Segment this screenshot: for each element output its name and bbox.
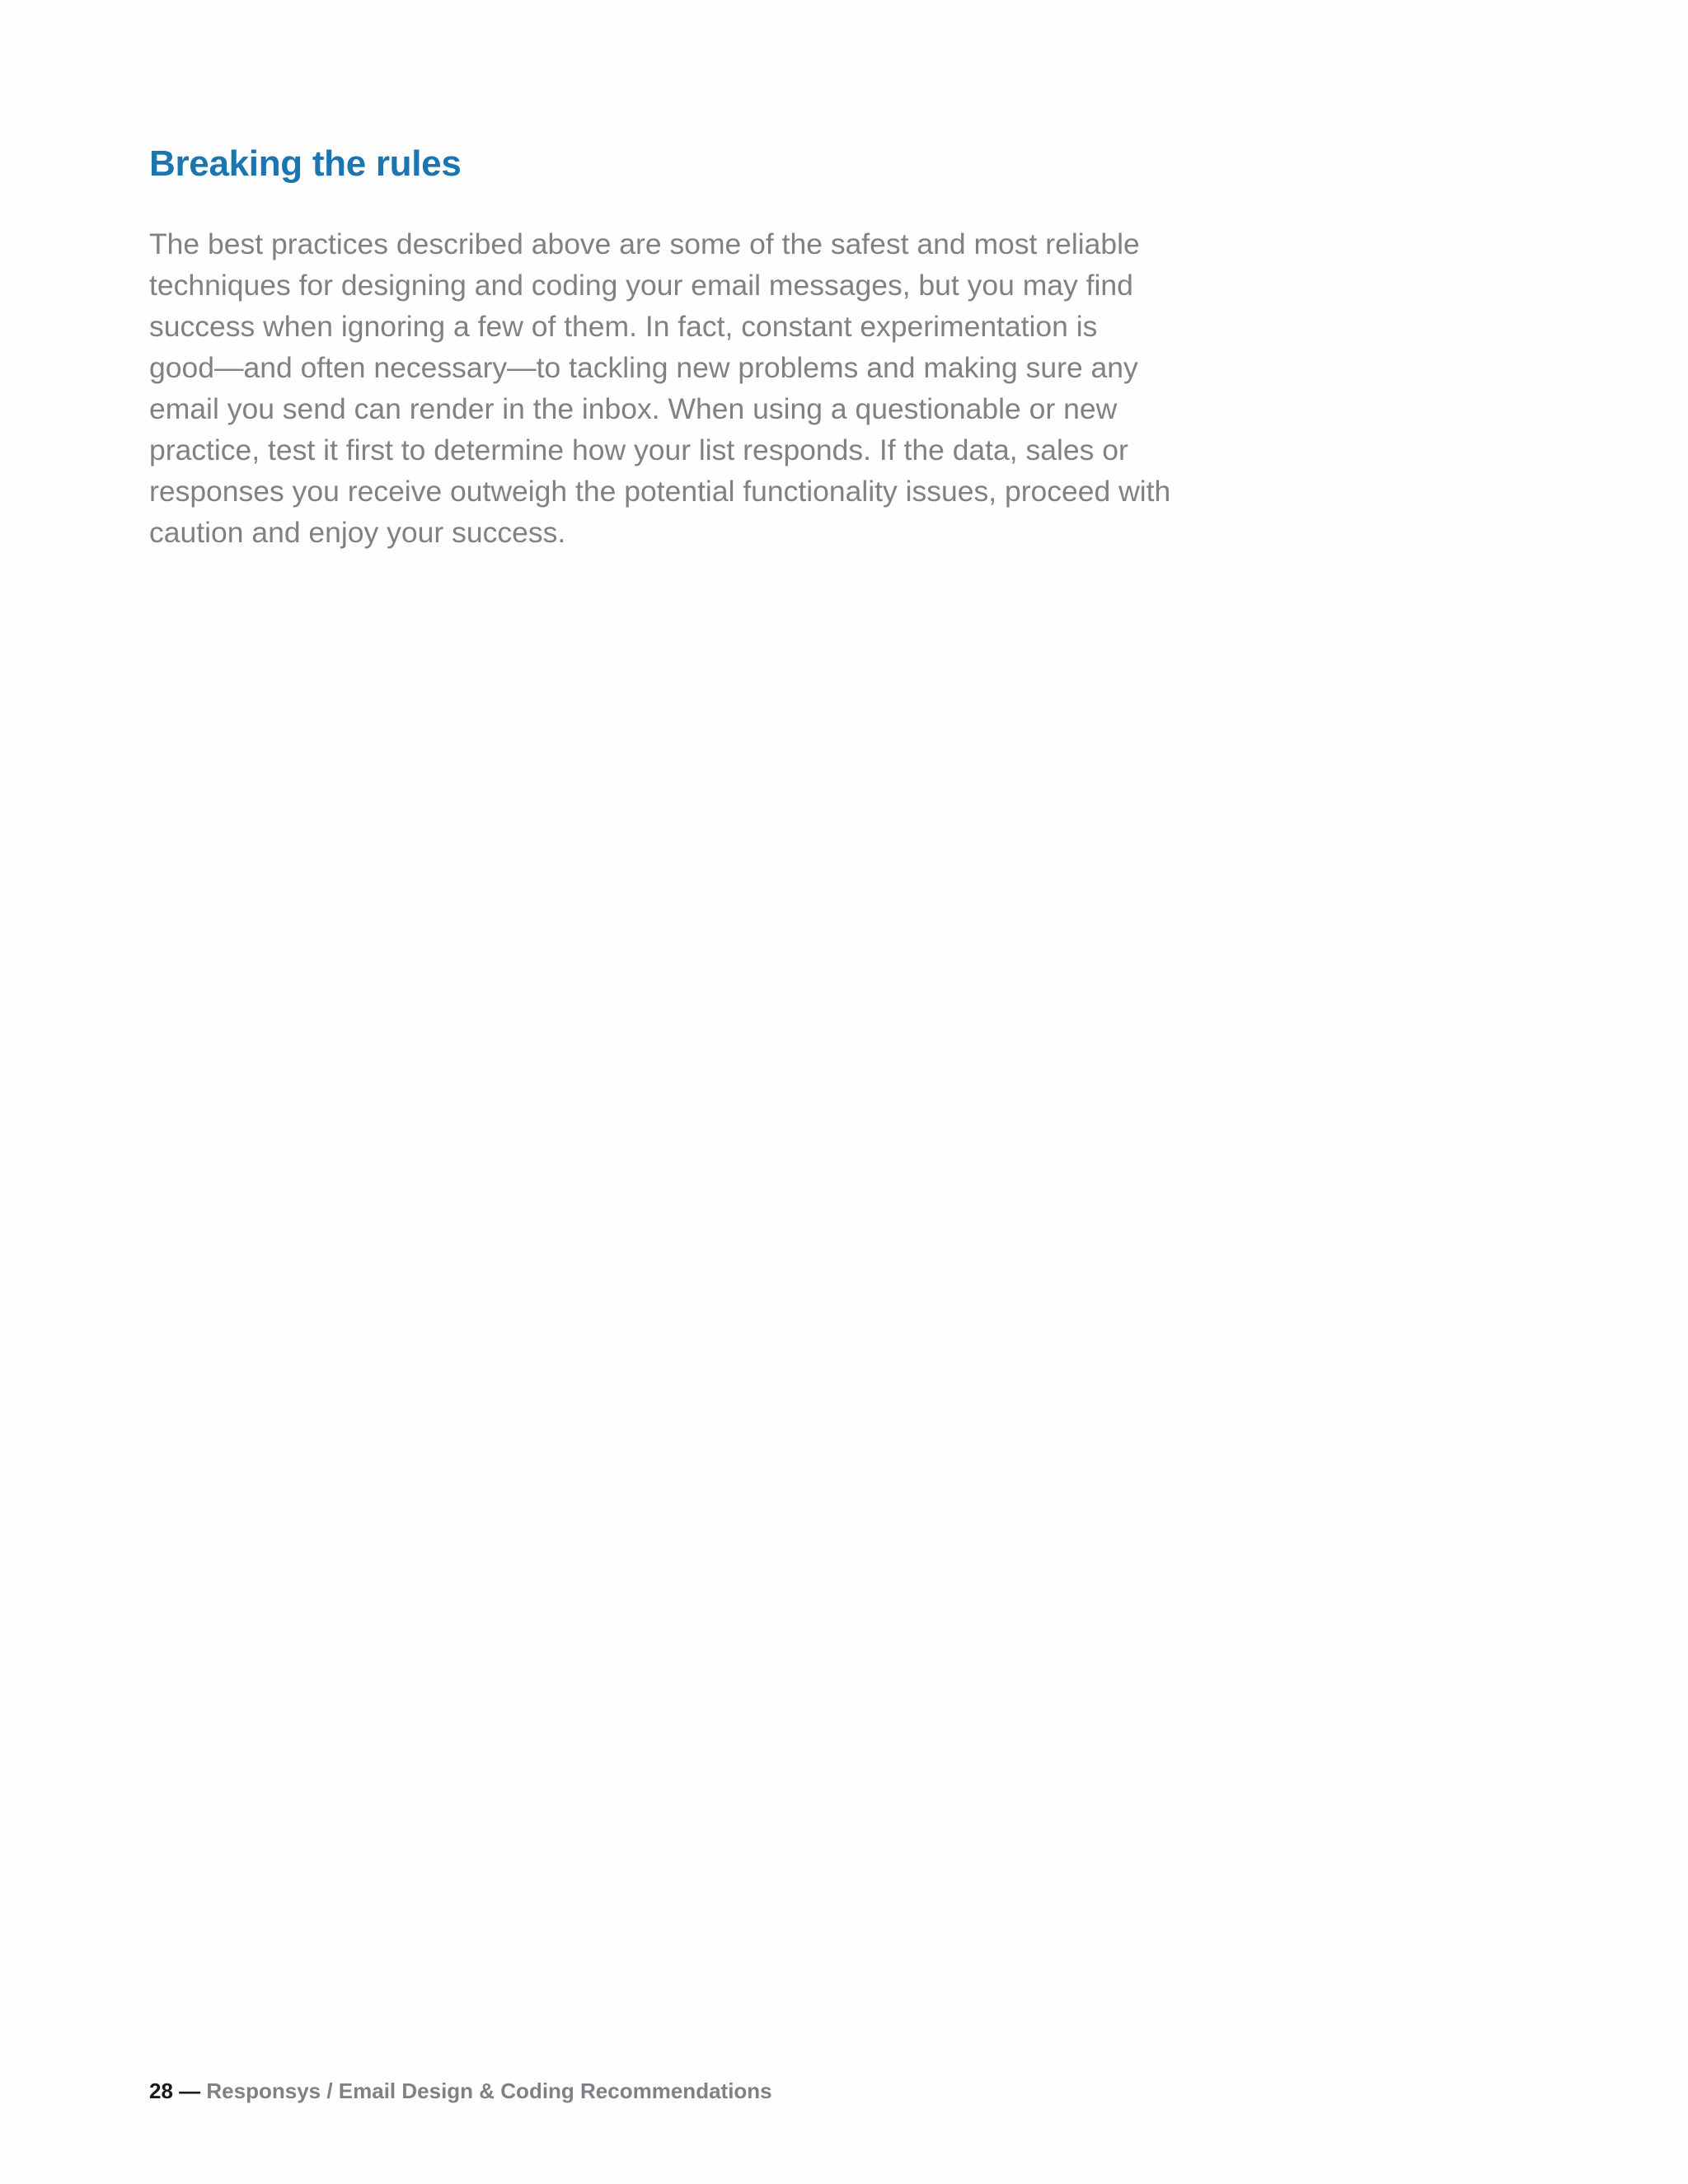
body-line: responses you receive outweigh the potential functionality issues, proceed with [149, 475, 1171, 508]
page-number: 28 [149, 2079, 173, 2103]
body-line: email you send can render in the inbox. When using a questionable or new [149, 392, 1118, 425]
body-line: caution and enjoy your success. [149, 516, 566, 549]
section-heading: Breaking the rules [149, 143, 462, 184]
body-line: The best practices described above are some of the safest and most reliable [149, 227, 1140, 260]
body-paragraph [149, 223, 1254, 553]
page-footer [149, 2077, 772, 2105]
body-line: practice, test it first to determine how your list responds. If the data, sales or [149, 434, 1128, 466]
body-line: techniques for designing and coding your email messages, but you may find [149, 269, 1133, 302]
body-line: success when ignoring a few of them. In fact, constant experimentation is [149, 310, 1098, 343]
body-line: good—and often necessary—to tackling new problems and making sure any [149, 351, 1138, 384]
footer-separator: — [179, 2079, 201, 2103]
footer-title: Responsys / Email Design & Coding Recommendations [206, 2079, 772, 2103]
